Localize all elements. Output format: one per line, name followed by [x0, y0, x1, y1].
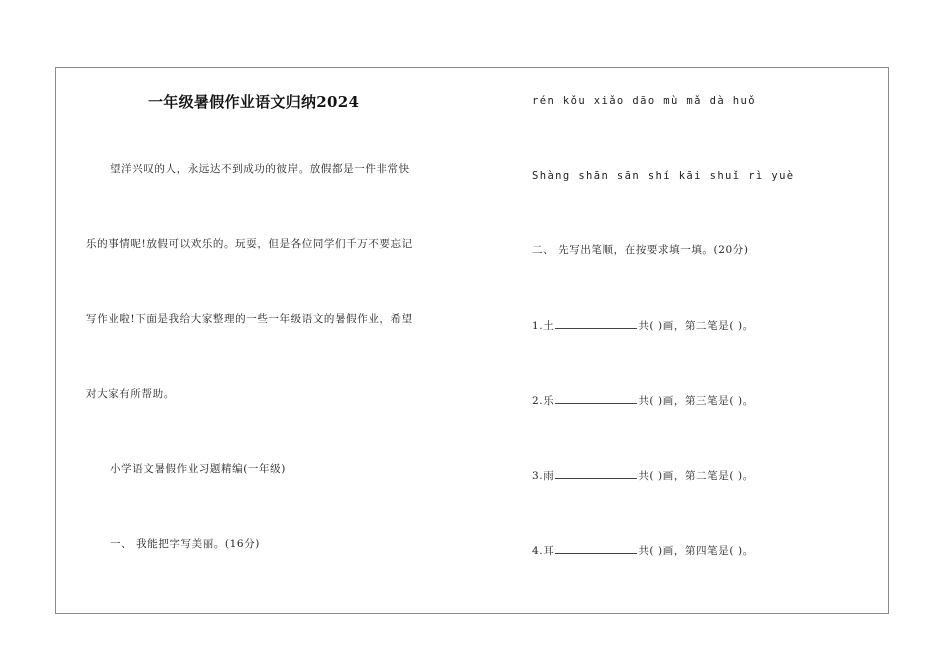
fill-item-2 — [532, 393, 754, 408]
fill-blank-2[interactable] — [555, 393, 637, 404]
intro-line-3: 写作业啦!下面是我给大家整理的一些一年级语文的暑假作业，希望 — [86, 313, 413, 325]
fill-blank-4[interactable] — [555, 543, 637, 554]
fill-blank-1[interactable] — [555, 318, 637, 329]
fill-item-3-suffix: 共( )画，第二笔是( )。 — [638, 470, 754, 482]
pinyin-line-2: Shàng shān sān shí kāi shuǐ rì yuè — [532, 170, 795, 182]
document-title: 一年级暑假作业语文归纳2024 — [148, 93, 360, 111]
section-2-heading: 二、 先写出笔顺，在按要求填一填。(20分) — [532, 244, 749, 256]
fill-item-3 — [532, 468, 754, 483]
fill-item-4 — [532, 543, 754, 558]
fill-item-4-prefix: 4.耳 — [532, 545, 555, 557]
pinyin-line-1: rén kǒu xiǎo dāo mù mǎ dà huǒ — [532, 95, 756, 107]
fill-item-2-prefix: 2.乐 — [532, 395, 555, 407]
fill-item-2-suffix: 共( )画，第三笔是( )。 — [638, 395, 754, 407]
fill-item-1-prefix: 1.土 — [532, 320, 555, 332]
page-frame — [55, 67, 889, 614]
fill-item-1-suffix: 共( )画，第二笔是( )。 — [638, 320, 754, 332]
fill-item-4-suffix: 共( )画，第四笔是( )。 — [638, 545, 754, 557]
fill-item-1 — [532, 318, 754, 333]
intro-line-4: 对大家有所帮助。 — [86, 388, 175, 400]
section-1-heading: 一、 我能把字写美丽。(16分) — [110, 538, 260, 550]
fill-item-3-prefix: 3.雨 — [532, 470, 555, 482]
subtitle: 小学语文暑假作业习题精编(一年级) — [110, 463, 286, 475]
intro-line-2: 乐的事情呢!放假可以欢乐的。玩耍，但是各位同学们千万不要忘记 — [86, 238, 413, 250]
fill-blank-3[interactable] — [555, 468, 637, 479]
intro-line-1: 望洋兴叹的人，永远达不到成功的彼岸。放假都是一件非常快 — [110, 163, 410, 175]
